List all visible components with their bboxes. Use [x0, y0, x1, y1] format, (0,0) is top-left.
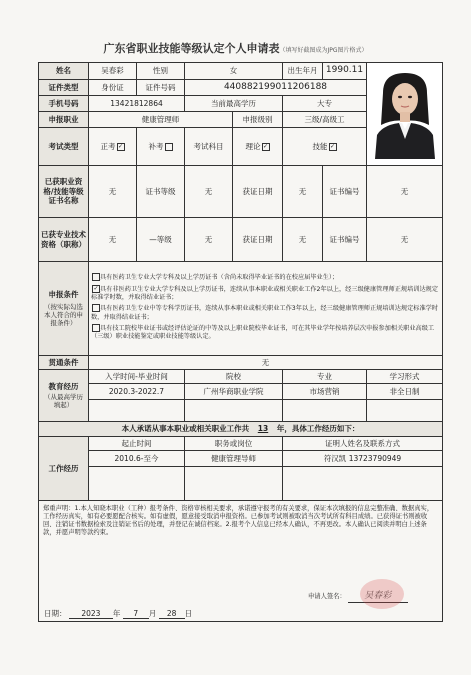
date-year-unit: 年 — [112, 609, 121, 618]
condition-checkbox-3[interactable] — [92, 304, 100, 312]
education-school-empty[interactable] — [185, 400, 283, 422]
signature-name: 吴春彩 — [364, 591, 392, 601]
conditions-sub: （按实际勾选本人符合的申报条件） — [44, 302, 83, 327]
exam-type-label: 考试类型 — [39, 128, 89, 166]
cert-number-value[interactable]: 无 — [367, 166, 443, 218]
exam-theory[interactable] — [233, 128, 283, 166]
years-value[interactable]: 13 — [257, 424, 269, 434]
education-time-header: 入学时间-毕业时间 — [89, 370, 185, 384]
education-major-header: 专业 — [283, 370, 367, 384]
table-row-empty — [39, 467, 443, 501]
signature-area — [308, 591, 408, 603]
exam-makeup-label: 补考 — [148, 141, 164, 151]
cert-number-label: 证书编号 — [323, 166, 367, 218]
cert-grade-value[interactable]: 无 — [185, 166, 233, 218]
row-work-header — [39, 437, 443, 451]
job-value[interactable]: 健康管理师 — [89, 112, 233, 128]
form-title — [0, 40, 471, 56]
phone-label: 手机号码 — [39, 96, 89, 112]
title-cert-value[interactable]: 无 — [89, 218, 137, 262]
row-education-header — [39, 370, 443, 384]
row-declaration — [39, 501, 443, 622]
birth-label: 出生年月 — [283, 63, 323, 80]
row-years-line — [39, 422, 443, 437]
condition-checkbox-1[interactable] — [92, 273, 100, 281]
education-form[interactable]: 非全日制 — [367, 384, 443, 400]
cert-name-value[interactable]: 无 — [89, 166, 137, 218]
table-row — [39, 451, 443, 467]
signature-label: 申请人签名： — [308, 593, 346, 600]
row-through — [39, 356, 443, 370]
work-post-header: 职务或岗位 — [185, 437, 283, 451]
exam-makeup[interactable] — [137, 128, 185, 166]
work-label: 工作经历 — [39, 437, 89, 501]
level-value[interactable]: 三级/高级工 — [283, 112, 367, 128]
work-post[interactable]: 健康管理导师 — [185, 451, 283, 467]
cert-name-label: 已获职业资格/技能等级证书名称 — [39, 166, 89, 218]
cert-date-label: 获证日期 — [233, 166, 283, 218]
exam-theory-label: 理论 — [245, 141, 261, 151]
row-conditions — [39, 262, 443, 356]
condition-item[interactable] — [91, 273, 440, 282]
education-level-label: 当前最高学历 — [185, 96, 283, 112]
education-time-empty[interactable] — [89, 400, 185, 422]
through-value[interactable]: 无 — [89, 356, 443, 370]
id-type-label: 证件类型 — [39, 80, 89, 96]
name-label: 姓名 — [39, 63, 89, 80]
years-pre: 本人承诺从事本职业或相关职业工作共 — [121, 424, 250, 434]
date-day[interactable]: 28 — [159, 609, 185, 619]
title-cert-label: 已获专业技术资格（职称） — [39, 218, 89, 262]
education-form-empty[interactable] — [367, 400, 443, 422]
conditions-label-cell — [39, 262, 89, 356]
exam-theory-checkbox[interactable]: ✓ — [262, 142, 269, 150]
education-major-empty[interactable] — [283, 400, 367, 422]
table-row-empty — [39, 400, 443, 422]
condition-checkbox-4[interactable] — [92, 324, 100, 332]
condition-checkbox-2[interactable]: ✓ — [93, 284, 99, 292]
cert-grade-label: 证书等级 — [137, 166, 185, 218]
education-major[interactable]: 市场营销 — [283, 384, 367, 400]
phone-value[interactable]: 13421812864 — [89, 96, 185, 112]
education-school[interactable]: 广州华商职业学院 — [185, 384, 283, 400]
work-time[interactable]: 2010.6-至今 — [89, 451, 185, 467]
work-time-empty[interactable] — [89, 467, 185, 501]
condition-text-4: 具有技工院校毕业证书或经评估论证的中等及以上职业院校毕业证书，可在其毕业学年按培养层次申报参加相关职业高级工（三级）职业技能鉴定或职业技能等级认定。 — [91, 325, 435, 341]
date-line — [44, 609, 192, 619]
title-date-label: 获证日期 — [233, 218, 283, 262]
title-grade-label-text: 等级 — [156, 234, 172, 244]
condition-text-3: 具有医药卫生专业中等专科学历证书，连续从事本职业或相关职业工作3年以上，经三级健康管理师正规培训达规定标准学时数，并取得结业证书； — [91, 305, 439, 321]
job-label: 申报职业 — [39, 112, 89, 128]
form-title-text: 广东省职业技能等级认定个人申请表 — [103, 42, 280, 55]
title-date-value[interactable]: 无 — [283, 218, 323, 262]
photo-cell — [367, 63, 443, 166]
birth-value[interactable]: 1990.11 — [323, 63, 367, 80]
condition-text-1: 具有医药卫生专业大学专科及以上学历证书（含尚未取得毕业证书的在校应届毕业生）； — [100, 274, 339, 282]
exam-subject-label: 考试科目 — [185, 128, 233, 166]
level-label: 申报级别 — [233, 112, 283, 128]
gender-label: 性别 — [137, 63, 185, 80]
exam-makeup-checkbox[interactable] — [165, 143, 173, 151]
date-year[interactable]: 2023 — [69, 609, 113, 619]
row-cert-qualification — [39, 166, 443, 218]
condition-item[interactable] — [91, 304, 440, 322]
applicant-photo — [369, 67, 441, 159]
exam-regular-label: 正考 — [100, 141, 116, 151]
title-number-value[interactable]: 无 — [367, 218, 443, 262]
through-label: 贯通条件 — [39, 356, 89, 370]
condition-item[interactable] — [91, 285, 440, 303]
condition-text-2: 具有非医药卫生专业大学专科及以上学历证书，连续从事本职业或相关职业工作2年以上，经三级健康管理师正规培训达规定标准学时数，并取得结业证书； — [91, 285, 439, 301]
title-grade-value[interactable]: 无 — [185, 218, 233, 262]
years-statement — [39, 422, 443, 437]
id-number-value[interactable]: 440882199011206188 — [185, 80, 367, 96]
declaration-text: 郑重声明：1.本人知晓本职业（工种）报考条件、资格审核相关要求，承诺遵守报考的有关要求，保证本次填报的信息完整准确、数据真实，工作经历真实，如有必要愿配合核实。如有虚假，愿意接受取消申报资格。已参加考试则被取消当次考试所有科目成绩。已获得证书则被收回、注销证书数据检索及注销证书后的处理，并登记在诚信档案。2.报考个人信息已经本人确认，不再更改。本人确认已阅读并明白上述条款，并愿声明等款约束。 — [43, 505, 434, 536]
declaration-cell — [39, 501, 443, 622]
fingerprint-stamp — [360, 579, 404, 609]
education-label-cell — [39, 370, 89, 422]
conditions-label: 申报条件 — [48, 290, 79, 300]
title-number-label: 证书编号 — [323, 218, 367, 262]
date-month-unit: 月 — [148, 609, 157, 618]
table-row — [39, 384, 443, 400]
work-post-empty[interactable] — [185, 467, 283, 501]
signature-field[interactable] — [348, 591, 408, 603]
education-level-value[interactable]: 大专 — [283, 96, 367, 112]
education-form-header: 学习形式 — [367, 370, 443, 384]
name-value[interactable]: 吴春彩 — [89, 63, 137, 80]
work-ref-header: 证明人姓名及联系方式 — [283, 437, 443, 451]
exam-skill[interactable] — [283, 128, 367, 166]
gender-value[interactable]: 女 — [185, 63, 283, 80]
form-title-note: （填写好截图成为JPG图片格式） — [279, 47, 368, 54]
work-ref[interactable]: 符汉凯 13723790949 — [283, 451, 443, 467]
conditions-list — [89, 262, 443, 356]
date-label: 日期： — [44, 609, 67, 618]
years-post: 年，具体工作经历如下： — [276, 424, 360, 434]
cert-date-value[interactable]: 无 — [283, 166, 323, 218]
id-number-label: 证件号码 — [137, 80, 185, 96]
row-basic — [39, 63, 443, 80]
work-ref-empty[interactable] — [283, 467, 443, 501]
exam-regular-checkbox[interactable]: ✓ — [117, 142, 124, 150]
title-grade-prefix: — — [149, 234, 157, 244]
row-cert-title — [39, 218, 443, 262]
date-month[interactable]: 7 — [123, 609, 149, 619]
id-type-value[interactable]: 身份证 — [89, 80, 137, 96]
title-grade-label — [137, 218, 185, 262]
education-sub: （从最高学历填起） — [44, 393, 83, 410]
education-label: 教育经历 — [48, 381, 79, 391]
condition-item[interactable] — [91, 324, 440, 342]
date-day-unit: 日 — [184, 609, 193, 618]
exam-skill-checkbox[interactable]: ✓ — [329, 142, 336, 150]
exam-skill-label: 技能 — [312, 141, 328, 151]
exam-regular[interactable] — [89, 128, 137, 166]
work-time-header: 起止时间 — [89, 437, 185, 451]
application-table — [38, 62, 443, 622]
education-school-header: 院校 — [185, 370, 283, 384]
education-time[interactable]: 2020.3-2022.7 — [89, 384, 185, 400]
